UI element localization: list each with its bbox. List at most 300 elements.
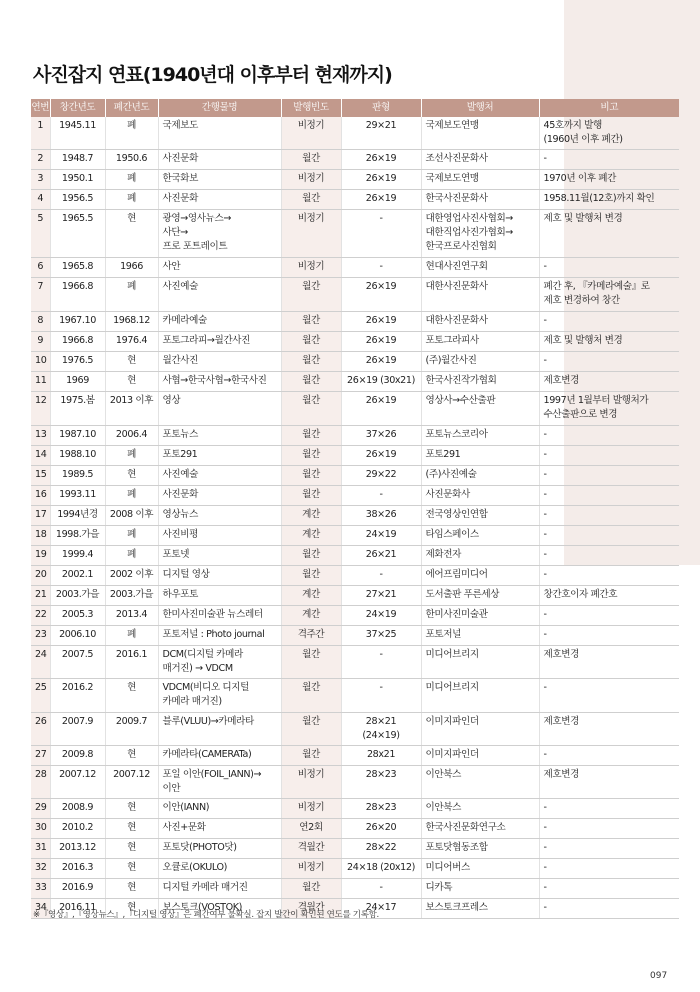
cell-founded: 2016.2 (50, 679, 105, 713)
cell-number: 5 (31, 210, 50, 258)
cell-publisher: 제화전자 (421, 546, 539, 566)
cell-remarks: - (539, 679, 679, 713)
cell-format: 26×19 (341, 190, 421, 210)
cell-frequency: 월간 (281, 646, 341, 679)
cell-publisher: 국제보도연맹 (421, 117, 539, 150)
cell-remarks: - (539, 352, 679, 372)
cell-founded: 1965.8 (50, 258, 105, 278)
cell-discontinued: 현 (105, 799, 158, 819)
cell-publisher: 조선사진문화사 (421, 150, 539, 170)
cell-discontinued: 현 (105, 859, 158, 879)
cell-remarks: 45호까지 발행 (1960년 이후 폐간) (539, 117, 679, 150)
cell-remarks: - (539, 466, 679, 486)
cell-frequency: 비정기 (281, 210, 341, 258)
cell-number: 25 (31, 679, 50, 713)
cell-format: 24×18 (20x12) (341, 859, 421, 879)
cell-discontinued: 현 (105, 839, 158, 859)
cell-founded: 1950.1 (50, 170, 105, 190)
cell-format: 37×26 (341, 426, 421, 446)
cell-remarks: - (539, 546, 679, 566)
cell-number: 24 (31, 646, 50, 679)
cell-title: 포토저널 : Photo journal (158, 626, 281, 646)
cell-title: 블루(VLUU)→카메라타 (158, 713, 281, 746)
cell-remarks: - (539, 446, 679, 466)
cell-title: 국제보도 (158, 117, 281, 150)
cell-frequency: 월간 (281, 372, 341, 392)
cell-frequency: 월간 (281, 713, 341, 746)
table-row (31, 766, 679, 799)
cell-format: 26×19 (341, 150, 421, 170)
table-row (31, 486, 679, 506)
chronology-table (31, 99, 679, 919)
cell-format: 28×22 (341, 839, 421, 859)
cell-title: 사협→한국사협→한국사진 (158, 372, 281, 392)
cell-remarks: - (539, 859, 679, 879)
cell-format: - (341, 646, 421, 679)
col-header-publisher: 발행처 (421, 99, 539, 117)
cell-frequency: 월간 (281, 392, 341, 426)
cell-remarks: 제호 및 발행처 변경 (539, 332, 679, 352)
cell-remarks: - (539, 626, 679, 646)
cell-discontinued: 폐 (105, 526, 158, 546)
cell-number: 10 (31, 352, 50, 372)
col-header-frequency: 발행빈도 (281, 99, 341, 117)
cell-frequency: 계간 (281, 586, 341, 606)
cell-number: 8 (31, 312, 50, 332)
cell-discontinued: 2013 이후 (105, 392, 158, 426)
cell-title: 포토닷(PHOTO닷) (158, 839, 281, 859)
cell-format: 26×19 (341, 170, 421, 190)
cell-remarks: - (539, 258, 679, 278)
cell-title: 사진문화 (158, 486, 281, 506)
cell-publisher: 영상사→수산출판 (421, 392, 539, 426)
cell-format: 26×19 (341, 332, 421, 352)
cell-publisher: 전국영상인연합 (421, 506, 539, 526)
cell-number: 20 (31, 566, 50, 586)
cell-publisher: (주)사진예술 (421, 466, 539, 486)
table-row (31, 799, 679, 819)
cell-format: 28×23 (341, 799, 421, 819)
cell-frequency: 월간 (281, 679, 341, 713)
cell-title: 디지털 영상 (158, 566, 281, 586)
cell-founded: 2006.10 (50, 626, 105, 646)
cell-frequency: 비정기 (281, 170, 341, 190)
cell-discontinued: 2003.가을 (105, 586, 158, 606)
cell-frequency: 월간 (281, 278, 341, 312)
cell-number: 12 (31, 392, 50, 426)
col-header-discontinued: 폐간년도 (105, 99, 158, 117)
table-row (31, 839, 679, 859)
table-row (31, 170, 679, 190)
cell-discontinued: 폐 (105, 170, 158, 190)
cell-number: 2 (31, 150, 50, 170)
cell-founded: 2016.11 (50, 899, 105, 919)
cell-format: - (341, 486, 421, 506)
cell-number: 6 (31, 258, 50, 278)
table-row (31, 258, 679, 278)
cell-founded: 1969 (50, 372, 105, 392)
table-row (31, 117, 679, 150)
cell-frequency: 연2회 (281, 819, 341, 839)
cell-format: 29×21 (341, 117, 421, 150)
cell-number: 14 (31, 446, 50, 466)
cell-frequency: 월간 (281, 486, 341, 506)
cell-publisher: 이미지파인더 (421, 713, 539, 746)
cell-frequency: 격월간 (281, 899, 341, 919)
cell-founded: 1993.11 (50, 486, 105, 506)
cell-format: 24×19 (341, 606, 421, 626)
cell-founded: 1987.10 (50, 426, 105, 446)
cell-founded: 1948.7 (50, 150, 105, 170)
cell-number: 31 (31, 839, 50, 859)
table-row (31, 819, 679, 839)
cell-remarks: - (539, 606, 679, 626)
cell-remarks: 제호변경 (539, 713, 679, 746)
cell-title: 한국화보 (158, 170, 281, 190)
cell-title: 포토그라피→월간사진 (158, 332, 281, 352)
cell-discontinued: 현 (105, 352, 158, 372)
cell-number: 29 (31, 799, 50, 819)
cell-title: 광영→영사뉴스→ 사단→ 프로 포트레이트 (158, 210, 281, 258)
cell-number: 22 (31, 606, 50, 626)
cell-frequency: 격주간 (281, 626, 341, 646)
table-row (31, 546, 679, 566)
cell-publisher: 한국사진작가협회 (421, 372, 539, 392)
col-header-title: 간행물명 (158, 99, 281, 117)
table-row (31, 626, 679, 646)
cell-founded: 2007.9 (50, 713, 105, 746)
table-row (31, 210, 679, 258)
table-row (31, 713, 679, 746)
cell-format: 29×22 (341, 466, 421, 486)
table-row (31, 332, 679, 352)
table-row (31, 506, 679, 526)
cell-format: 26×19 (341, 278, 421, 312)
cell-number: 3 (31, 170, 50, 190)
cell-discontinued: 1976.4 (105, 332, 158, 352)
cell-number: 28 (31, 766, 50, 799)
cell-discontinued: 2009.7 (105, 713, 158, 746)
cell-remarks: 제호변경 (539, 372, 679, 392)
table-row (31, 278, 679, 312)
cell-discontinued: 현 (105, 879, 158, 899)
cell-publisher: 사진문화사 (421, 486, 539, 506)
cell-founded: 1998.가을 (50, 526, 105, 546)
table-row (31, 372, 679, 392)
cell-format: 38×26 (341, 506, 421, 526)
cell-publisher: 이미지파인더 (421, 746, 539, 766)
cell-founded: 2007.12 (50, 766, 105, 799)
cell-title: VDCM(비디오 디지털 카메라 매거진) (158, 679, 281, 713)
cell-remarks: - (539, 879, 679, 899)
cell-publisher: 디카톡 (421, 879, 539, 899)
cell-number: 32 (31, 859, 50, 879)
cell-discontinued: 현 (105, 746, 158, 766)
cell-founded: 1989.5 (50, 466, 105, 486)
cell-publisher: 한미사진미술관 (421, 606, 539, 626)
cell-remarks: - (539, 506, 679, 526)
cell-remarks: - (539, 819, 679, 839)
cell-format: 28×23 (341, 766, 421, 799)
cell-title: DCM(디지털 카메라 매거진) → VDCM (158, 646, 281, 679)
cell-publisher: 대한영업사진사협회→ 대한직업사진가협회→ 한국프로사진협회 (421, 210, 539, 258)
cell-title: 사진+문화 (158, 819, 281, 839)
cell-discontinued: 폐 (105, 446, 158, 466)
cell-number: 13 (31, 426, 50, 446)
cell-title: 사진문화 (158, 190, 281, 210)
cell-remarks: 1970년 이후 폐간 (539, 170, 679, 190)
table-row (31, 150, 679, 170)
cell-founded: 1956.5 (50, 190, 105, 210)
cell-frequency: 월간 (281, 352, 341, 372)
cell-discontinued: 2013.4 (105, 606, 158, 626)
cell-founded: 2016.3 (50, 859, 105, 879)
cell-discontinued: 현 (105, 210, 158, 258)
cell-frequency: 월간 (281, 190, 341, 210)
cell-publisher: 포토291 (421, 446, 539, 466)
table-row (31, 879, 679, 899)
cell-frequency: 비정기 (281, 766, 341, 799)
cell-remarks: 제호 및 발행처 변경 (539, 210, 679, 258)
cell-remarks: - (539, 486, 679, 506)
cell-format: 24×19 (341, 526, 421, 546)
cell-title: 월간사진 (158, 352, 281, 372)
table-row (31, 466, 679, 486)
cell-discontinued: 1968.12 (105, 312, 158, 332)
cell-discontinued: 2006.4 (105, 426, 158, 446)
cell-founded: 1975.봄 (50, 392, 105, 426)
cell-discontinued: 현 (105, 899, 158, 919)
cell-publisher: 타임스페이스 (421, 526, 539, 546)
cell-title: 사진예술 (158, 278, 281, 312)
table-row (31, 679, 679, 713)
cell-publisher: 미디어브리지 (421, 679, 539, 713)
cell-frequency: 비정기 (281, 117, 341, 150)
cell-frequency: 계간 (281, 506, 341, 526)
cell-remarks: - (539, 799, 679, 819)
cell-format: 26×19 (341, 312, 421, 332)
cell-frequency: 계간 (281, 526, 341, 546)
col-header-format: 판형 (341, 99, 421, 117)
cell-number: 4 (31, 190, 50, 210)
cell-founded: 2013.12 (50, 839, 105, 859)
cell-founded: 2009.8 (50, 746, 105, 766)
table-row (31, 426, 679, 446)
cell-remarks: 1958.11월(12호)까지 확인 (539, 190, 679, 210)
cell-founded: 1966.8 (50, 332, 105, 352)
page-number: 097 (650, 971, 668, 981)
cell-number: 26 (31, 713, 50, 746)
cell-discontinued: 현 (105, 819, 158, 839)
footnote: ※『영상』,『영상뉴스』,『디지털 영상』은 폐간여부 불확실. 잡지 발간이 확인된 연도를 기록함. (33, 910, 379, 920)
table-header-row (31, 99, 679, 117)
cell-discontinued: 현 (105, 679, 158, 713)
cell-discontinued: 2016.1 (105, 646, 158, 679)
cell-remarks: - (539, 839, 679, 859)
cell-number: 17 (31, 506, 50, 526)
cell-founded: 2010.2 (50, 819, 105, 839)
table-row (31, 646, 679, 679)
cell-founded: 2016.9 (50, 879, 105, 899)
cell-founded: 1966.8 (50, 278, 105, 312)
cell-publisher: 포토닷협동조합 (421, 839, 539, 859)
cell-remarks: - (539, 899, 679, 919)
cell-founded: 1976.5 (50, 352, 105, 372)
cell-format: 26×21 (341, 546, 421, 566)
cell-publisher: 포토뉴스코리아 (421, 426, 539, 446)
cell-discontinued: 폐 (105, 117, 158, 150)
cell-frequency: 월간 (281, 746, 341, 766)
cell-founded: 2002.1 (50, 566, 105, 586)
cell-frequency: 계간 (281, 606, 341, 626)
cell-founded: 1988.10 (50, 446, 105, 466)
cell-frequency: 월간 (281, 332, 341, 352)
cell-publisher: 미디어브리지 (421, 646, 539, 679)
cell-founded: 2008.9 (50, 799, 105, 819)
cell-frequency: 격월간 (281, 839, 341, 859)
cell-title: 영상 (158, 392, 281, 426)
cell-frequency: 월간 (281, 312, 341, 332)
cell-title: 이안(IANN) (158, 799, 281, 819)
cell-number: 27 (31, 746, 50, 766)
table-row (31, 586, 679, 606)
cell-remarks: - (539, 426, 679, 446)
cell-publisher: 대한사진문화사 (421, 312, 539, 332)
cell-number: 19 (31, 546, 50, 566)
cell-title: 한미사진미술관 뉴스레터 (158, 606, 281, 626)
table-row (31, 190, 679, 210)
cell-title: 보스토크(VOSTOK) (158, 899, 281, 919)
cell-remarks: - (539, 566, 679, 586)
cell-remarks: 창간호이자 폐간호 (539, 586, 679, 606)
table-row (31, 746, 679, 766)
col-header-number: 연번 (31, 99, 50, 117)
cell-title: 사진문화 (158, 150, 281, 170)
cell-discontinued: 폐 (105, 486, 158, 506)
cell-format: - (341, 566, 421, 586)
cell-frequency: 월간 (281, 466, 341, 486)
cell-publisher: 국제보도연맹 (421, 170, 539, 190)
cell-remarks: - (539, 150, 679, 170)
cell-publisher: 이안북스 (421, 766, 539, 799)
cell-discontinued: 폐 (105, 278, 158, 312)
cell-frequency: 월간 (281, 879, 341, 899)
cell-title: 포토넷 (158, 546, 281, 566)
cell-frequency: 비정기 (281, 258, 341, 278)
cell-founded: 2005.3 (50, 606, 105, 626)
cell-discontinued: 1966 (105, 258, 158, 278)
cell-discontinued: 2002 이후 (105, 566, 158, 586)
cell-publisher: 한국사진문화사 (421, 190, 539, 210)
cell-number: 9 (31, 332, 50, 352)
cell-format: 27×21 (341, 586, 421, 606)
table-row (31, 352, 679, 372)
cell-discontinued: 1950.6 (105, 150, 158, 170)
cell-publisher: 현대사진연구회 (421, 258, 539, 278)
cell-remarks: 1997년 1월부터 발행처가 수산출판으로 변경 (539, 392, 679, 426)
table-row (31, 606, 679, 626)
cell-founded: 1999.4 (50, 546, 105, 566)
cell-publisher: 미디어버스 (421, 859, 539, 879)
cell-format: 24×17 (341, 899, 421, 919)
cell-number: 18 (31, 526, 50, 546)
page-title: 사진잡지 연표(1940년대 이후부터 현재까지) (33, 64, 392, 86)
cell-frequency: 비정기 (281, 799, 341, 819)
cell-founded: 2003.가을 (50, 586, 105, 606)
cell-title: 포토뉴스 (158, 426, 281, 446)
col-header-remarks: 비고 (539, 99, 679, 117)
cell-title: 사진예술 (158, 466, 281, 486)
cell-discontinued: 폐 (105, 626, 158, 646)
cell-discontinued: 현 (105, 466, 158, 486)
cell-remarks: 제호변경 (539, 646, 679, 679)
cell-remarks: 제호변경 (539, 766, 679, 799)
cell-format: - (341, 679, 421, 713)
cell-publisher: 도서출판 푸른세상 (421, 586, 539, 606)
cell-remarks: - (539, 312, 679, 332)
cell-founded: 1945.11 (50, 117, 105, 150)
cell-number: 15 (31, 466, 50, 486)
cell-number: 30 (31, 819, 50, 839)
cell-remarks: - (539, 746, 679, 766)
cell-title: 포토291 (158, 446, 281, 466)
table-row (31, 859, 679, 879)
table-row (31, 526, 679, 546)
table-row (31, 392, 679, 426)
cell-frequency: 월간 (281, 546, 341, 566)
cell-discontinued: 2008 이후 (105, 506, 158, 526)
cell-publisher: 대한사진문화사 (421, 278, 539, 312)
cell-publisher: 보스토크프레스 (421, 899, 539, 919)
cell-number: 1 (31, 117, 50, 150)
cell-format: 37×25 (341, 626, 421, 646)
cell-title: 오큘로(OKULO) (158, 859, 281, 879)
cell-founded: 1994년경 (50, 506, 105, 526)
cell-number: 11 (31, 372, 50, 392)
table-row (31, 566, 679, 586)
cell-founded: 2007.5 (50, 646, 105, 679)
cell-discontinued: 폐 (105, 546, 158, 566)
cell-frequency: 월간 (281, 150, 341, 170)
cell-format: 26×20 (341, 819, 421, 839)
cell-title: 영상뉴스 (158, 506, 281, 526)
cell-discontinued: 현 (105, 372, 158, 392)
cell-number: 34 (31, 899, 50, 919)
cell-remarks: - (539, 526, 679, 546)
cell-format: 28×21 (24×19) (341, 713, 421, 746)
cell-format: 26×19 (341, 392, 421, 426)
cell-number: 23 (31, 626, 50, 646)
cell-frequency: 월간 (281, 566, 341, 586)
cell-frequency: 월간 (281, 446, 341, 466)
cell-publisher: (주)월간사진 (421, 352, 539, 372)
cell-title: 하우포토 (158, 586, 281, 606)
cell-frequency: 비정기 (281, 859, 341, 879)
cell-format: - (341, 210, 421, 258)
cell-number: 7 (31, 278, 50, 312)
cell-publisher: 한국사진문화연구소 (421, 819, 539, 839)
col-header-founded: 창간년도 (50, 99, 105, 117)
cell-format: 26×19 (341, 446, 421, 466)
cell-title: 포일 이안(FOIL_IANN)→ 이안 (158, 766, 281, 799)
table-row (31, 446, 679, 466)
cell-publisher: 포토저널 (421, 626, 539, 646)
cell-discontinued: 폐 (105, 190, 158, 210)
cell-discontinued: 2007.12 (105, 766, 158, 799)
cell-remarks: 폐간 후, 『카메라예술』로 제호 변경하여 창간 (539, 278, 679, 312)
cell-founded: 1967.10 (50, 312, 105, 332)
cell-title: 사진비평 (158, 526, 281, 546)
